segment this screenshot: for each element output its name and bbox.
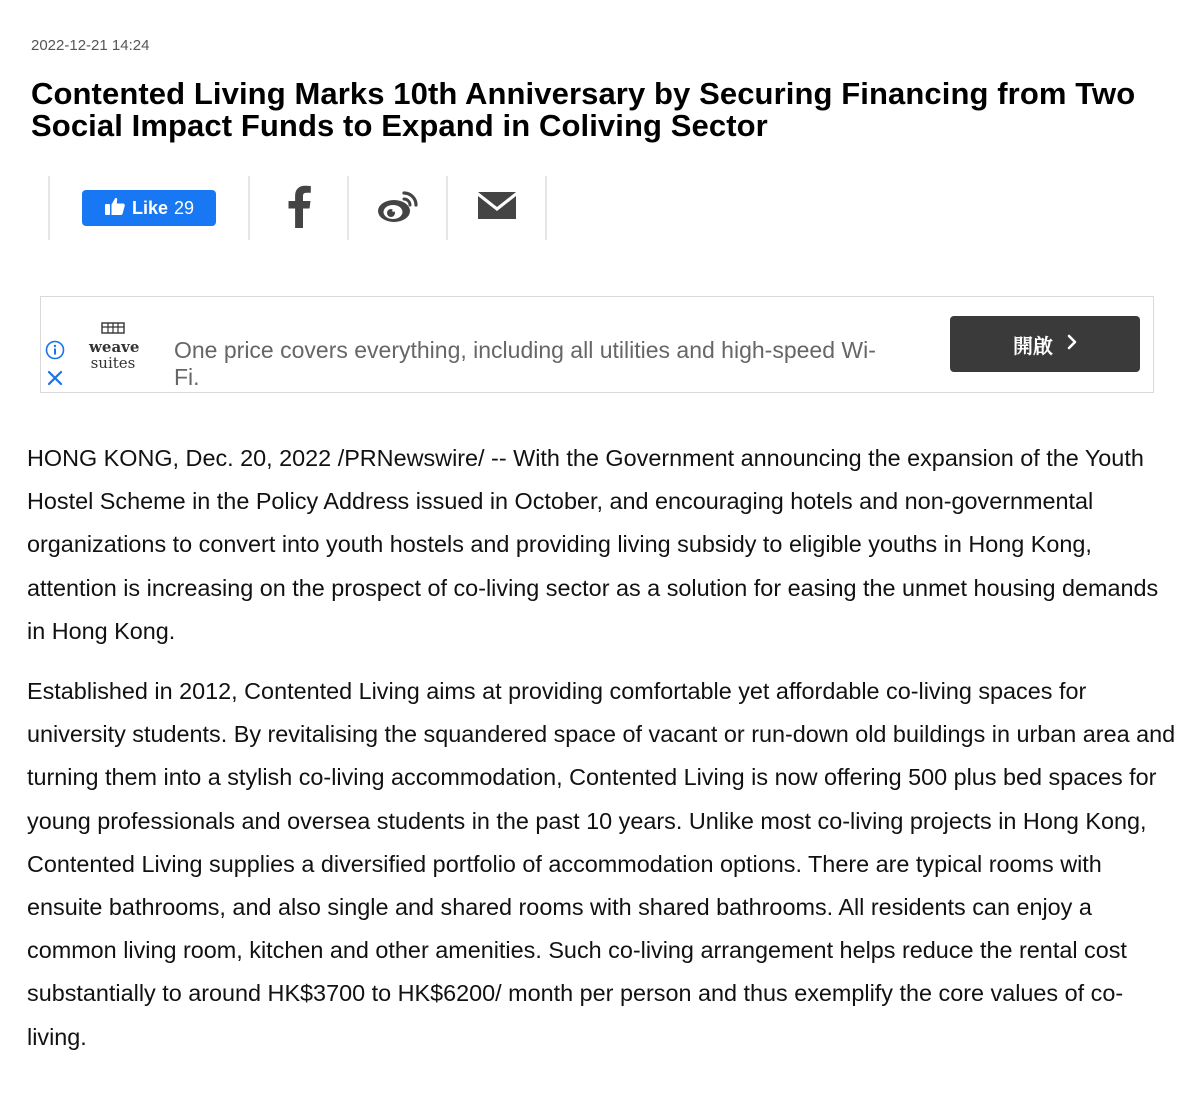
email-icon: [478, 192, 516, 224]
building-icon: [89, 319, 137, 338]
share-weibo-button[interactable]: [347, 176, 446, 240]
article-body: [27, 437, 1177, 1076]
facebook-like-button[interactable]: [82, 190, 216, 226]
ad-open-label: 開啟: [1013, 335, 1053, 358]
share-email-button[interactable]: [446, 176, 547, 240]
ad-open-button[interactable]: [950, 316, 1140, 372]
chevron-right-icon: [1067, 333, 1077, 356]
like-cell: [48, 176, 248, 240]
brand-name-line1: weave: [89, 338, 140, 356]
ad-copy[interactable]: One price covers everything, including all utilities and high-speed Wi-Fi.: [174, 337, 876, 390]
facebook-icon: [286, 184, 312, 233]
like-label: Like: [131, 197, 168, 218]
advertiser-logo[interactable]: [89, 319, 140, 372]
publish-timestamp: 2022-12-21 14:24: [31, 37, 150, 54]
share-facebook-button[interactable]: [248, 176, 347, 240]
article-paragraph: Established in 2012, Contented Living aims at providing comfortable yet affordable co-living spaces for university students. By revitalising the squandered space of vacant or run-down old buildings in urban area and turning them into a stylish co-living accommodation, Contented Living is now offering 500 plus bed spaces for young professionals and oversea students in the past 10 years. Unlike most co-living projects in Hong Kong, Contented Living supplies a diversified portfolio of accommodation options. There are typical rooms with ensuite bathrooms, and also single and shared rooms with shared bathrooms. All residents can enjoy a common living room, kitchen and other amenities. Such co-living arrangement helps reduce the rental cost substantially to around HK$3700 to HK$6200/ month per person and thus exemplify the core values of co-living.: [27, 678, 1176, 1050]
article-paragraph: HONG KONG, Dec. 20, 2022 /PRNewswire/ -- With the Government announcing the expansion of the Youth Hostel Scheme in the Policy Address issued in October, and encouraging hotels and non-governmental organizations to convert into youth hostels and providing living subsidy to eligible youths in Hong Kong, attention is increasing on the prospect of co-living sector as a solution for easing the unmet housing demands in Hong Kong.: [27, 445, 1159, 644]
like-count: 29: [174, 197, 195, 218]
advertisement-banner[interactable]: [40, 296, 1154, 393]
ad-close-icon[interactable]: [46, 369, 64, 387]
share-bar: [48, 176, 547, 240]
ad-info-icon[interactable]: [45, 340, 65, 360]
thumbs-up-icon: [104, 196, 126, 221]
article-headline: Contented Living Marks 10th Anniversary by Securing Financing from Two Social Impact Funds to Expand in Coliving Sector: [31, 76, 1136, 143]
weibo-icon: [376, 188, 420, 229]
brand-name-line2: suites: [90, 354, 136, 372]
